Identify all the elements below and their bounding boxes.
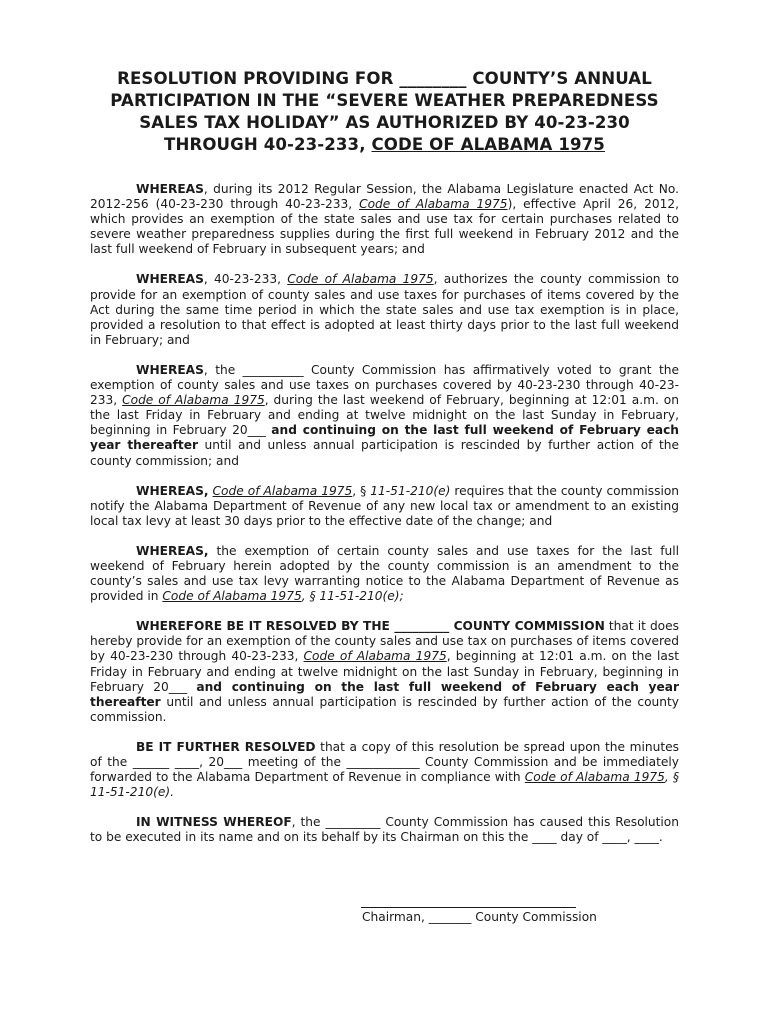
paragraph-text: , during the last weekend of February, beginning at 12:01 a.m. on the last Friday in February and ending at twelve midnight on the last Sunday in February, beginning in February 20___	[90, 393, 679, 438]
title-line-3: SALES TAX HOLIDAY” AS AUTHORIZED BY 40-23-230	[139, 113, 630, 132]
code-citation: Code of Alabama 1975	[212, 483, 353, 498]
witness-paragraph	[90, 815, 679, 845]
resolution-document	[90, 68, 679, 860]
paragraph-text: , beginning at 12:01 a.m. on the last Friday in February and ending at twelve midnight on the last Sunday in February, beginning in February 20___	[90, 649, 679, 694]
title-line-4	[90, 134, 679, 156]
wherefore-paragraph	[90, 619, 679, 725]
paragraph-text: , §	[352, 483, 371, 498]
whereas-paragraph-4	[90, 484, 679, 529]
code-citation: Code of Alabama 1975	[303, 649, 447, 664]
paragraph-text: , the __________ County Commission has affirmatively voted to grant the exemption of county sales and use taxes on purchases covered by 40-23-230 through 40-23-233,	[90, 362, 679, 408]
title-line-1: RESOLUTION PROVIDING FOR ________ COUNTY’S ANNUAL	[117, 69, 652, 88]
code-citation: Code of Alabama 1975	[524, 770, 665, 785]
section-citation: , § 11-51-210(e);	[301, 589, 404, 604]
paragraph-lead: WHEREAS	[136, 362, 204, 377]
whereas-paragraph-2	[90, 272, 679, 347]
paragraph-text: ), effective April 26, 2012, which provides an exemption of the state sales and use tax for certain purchases related to severe weather preparedness supplies during the first full weekend in February 2012 and the last full weekend of February in subsequent years; and	[90, 197, 680, 257]
code-citation: Code of Alabama 1975	[162, 589, 302, 604]
paragraph-text: , during its 2012 Regular Session, the Alabama Legislature enacted Act No. 2012-256 (40-23-230 through 40-23-233,	[90, 182, 679, 212]
section-citation: , § 11-51-210(e).	[90, 770, 680, 800]
code-citation: Code of Alabama 1975	[122, 393, 265, 408]
paragraph-text: requires that the county commission notify the Alabama Department of Revenue of any new local tax or amendment to an existing local tax levy at least 30 days prior to the effective date of the change; and	[90, 483, 680, 528]
paragraph-text: , authorizes the county commission to provide for an exemption of county sales and use taxes for purchases of items covered by the Act during the same time period in which the state sales and use tax exemption is in place, provided a resolution to that effect is adopted at least thirty days prior to the last full weekend in February; and	[90, 272, 679, 347]
further-resolved-paragraph	[90, 740, 679, 800]
document-title	[90, 68, 679, 156]
paragraph-emphasis: and continuing on the last full weekend of February each year thereafter	[90, 679, 679, 709]
paragraph-lead: WHEREAS,	[136, 483, 209, 498]
whereas-paragraph-3	[90, 363, 679, 469]
paragraph-text: the exemption of certain county sales and use taxes for the last full weekend of February herein adopted by the county commission is an amendment to the county’s sales and use tax levy warranting notice to the Alabama Department of Revenue as provided in	[90, 543, 679, 604]
code-citation: Code of Alabama 1975	[287, 272, 434, 287]
title-line-2: PARTICIPATION IN THE “SEVERE WEATHER PREPAREDNESS	[110, 91, 659, 110]
code-citation: Code of Alabama 1975	[359, 197, 508, 212]
paragraph-lead: WHEREAS	[136, 272, 204, 287]
signature-line	[361, 907, 576, 908]
paragraph-text: until and unless annual participation is rescinded by further action of the county commission.	[90, 694, 679, 724]
paragraph-text: that a copy of this resolution be spread upon the minutes of the ______ ____, 20___ meeting of the ____________ County Commission and be immediately forwarded to the Alabama Department of Revenue in compliance with	[90, 739, 679, 785]
paragraph-emphasis: and continuing on the last full weekend of February each year thereafter	[90, 423, 679, 453]
title-code-citation: CODE OF ALABAMA 1975	[371, 135, 605, 154]
signature-label: Chairman, _______ County Commission	[362, 910, 597, 924]
paragraph-lead: WHEREAS,	[136, 543, 209, 558]
paragraph-text: until and unless annual participation is rescinded by further action of the county commission; and	[90, 438, 679, 468]
whereas-paragraph-5	[90, 544, 679, 604]
paragraph-text: , the _________ County Commission has caused this Resolution to be executed in its name and on its behalf by its Chairman on this the ____ day of ____, ____.	[90, 815, 679, 845]
paragraph-lead: BE IT FURTHER RESOLVED	[136, 739, 316, 754]
paragraph-text: that it does hereby provide for an exemption of the county sales and use tax on purchases of items covered by 40-23-230 through 40-23-233,	[90, 619, 679, 664]
title-line-4-text: THROUGH 40-23-233,	[164, 135, 372, 154]
paragraph-lead: WHEREAS	[136, 182, 204, 196]
whereas-paragraph-1	[90, 182, 679, 257]
paragraph-lead: IN WITNESS WHEREOF	[136, 815, 292, 830]
section-citation: 11-51-210(e)	[370, 483, 451, 498]
paragraph-lead: WHEREFORE BE IT RESOLVED BY THE _________ COUNTY COMMISSION	[136, 619, 605, 634]
paragraph-text: , 40-23-233,	[203, 272, 288, 287]
